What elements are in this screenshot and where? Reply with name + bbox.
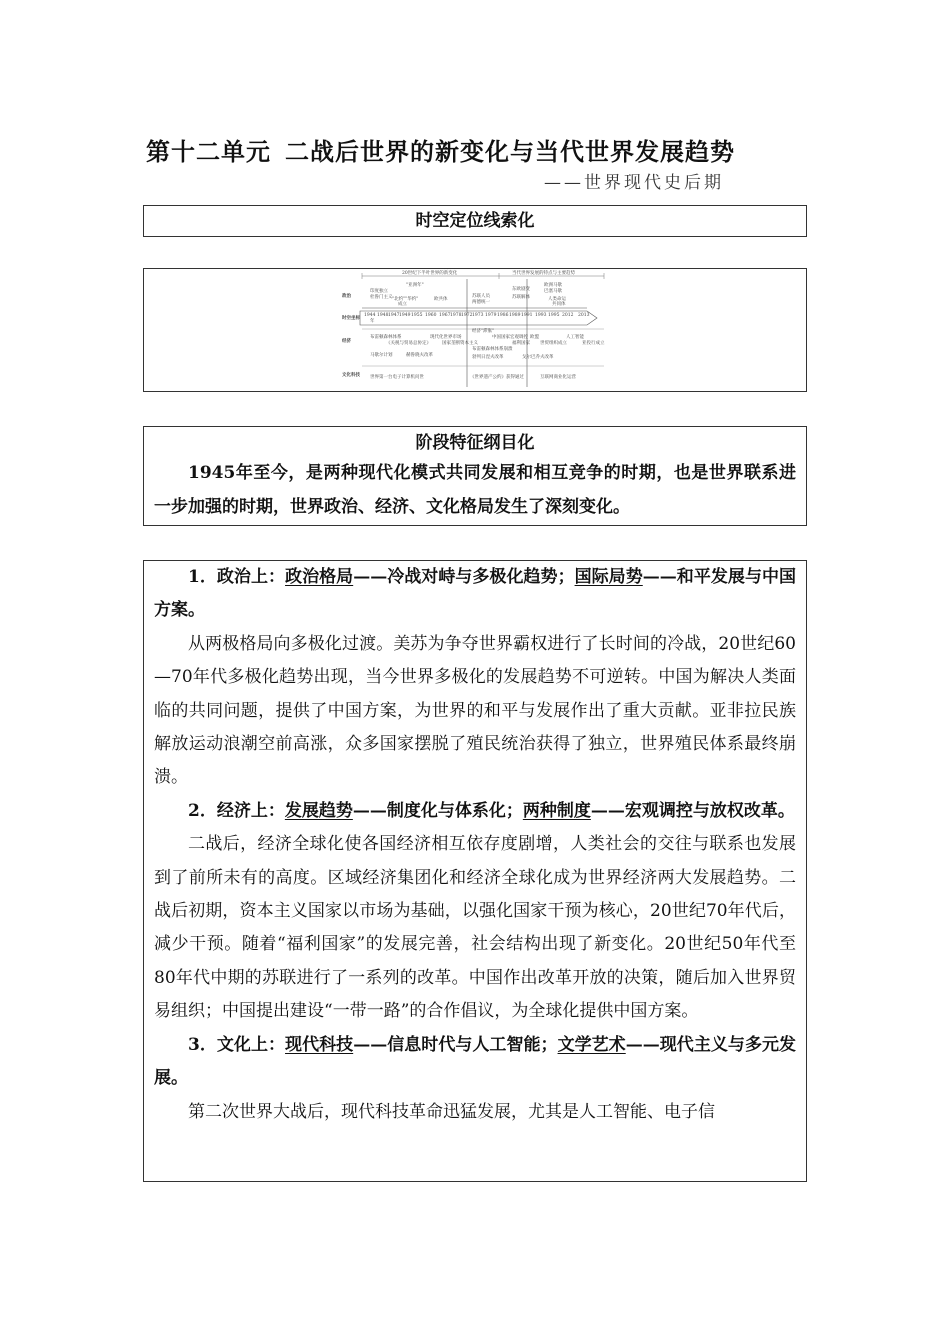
year-label: 1967 [439, 313, 451, 318]
econ-item: 人工智能 [566, 335, 584, 340]
section-number: 3．文化上： [188, 1034, 286, 1055]
year-label: 1960 [425, 313, 437, 318]
keyword: 两种制度 [522, 800, 591, 821]
keyword: 现代科技 [285, 1034, 354, 1055]
unit-title [146, 132, 735, 167]
keyword-desc: ——冷战对峙与多极化趋势； [353, 567, 575, 587]
econ-item: 欧盟 [530, 335, 539, 340]
paragraph-economy: 二战后，经济全球化使各国经济相互依存度剧增，人类社会的交往与联系也发展到了前所未有的高度。区域经济集团化和经济全球化成为世界经济两大发展趋势。二战后初期，资本主义国家以市场为基础，以强化国家干预为核心，20世纪70年代后，减少干预。随着“福利国家”的发展完善，社会结构出现了新变化。20世纪50年代至80年代中期的苏联进行了一系列的改革。中国作出改革开放的决策，随后加入世界贸易组织；中国提出建设“一带一路”的合作倡议，为全球化提供中国方案。 [154, 834, 796, 1022]
keyword-desc: ——和平发展与中国方案。 [154, 567, 797, 621]
section-heading-economy [144, 795, 806, 828]
pol-item: 成立 [398, 302, 407, 307]
keyword-desc: ——信息时代与人工智能； [353, 1034, 558, 1055]
year-label: 1995 [548, 313, 560, 318]
pol-item: 印度独立 [370, 289, 388, 294]
pol-item: 苏联人员 [472, 294, 490, 299]
features-text: 1945年至今，是两种现代化模式共同发展和相互竞争的时期，也是世界联系进一步加强的时期，世界政治、经济、文化格局发生了深刻变化。 [154, 463, 796, 517]
year-label: 1986 [497, 313, 509, 318]
section-heading-politics [144, 561, 806, 628]
timeline-diagram [342, 269, 610, 391]
year-label: 1949 [399, 313, 411, 318]
paragraph-politics: 从两极格局向多极化过渡。美苏为争夺世界霸权进行了长时间的冷战，20世纪60—70年代多极化趋势出现，当今世界多极化的发展趋势不可逆转。中国为解决人类面临的共同问题，提供了中国方案，为世界的和平与发展作出了重大贡献。亚非拉民族解放运动浪潮空前高涨，众多国家摆脱了殖民统治获得了独立，世界殖民体系最终崩溃。 [154, 633, 796, 788]
pol-item: 两德统一 [472, 300, 490, 305]
section-number: 1．政治上： [188, 567, 286, 587]
pol-item: 巴塞马歇 [544, 289, 562, 294]
pol-item: "亚洲年" [406, 283, 424, 288]
features-heading: 阶段特征纲目化 [415, 433, 535, 453]
year-label: 1955 [411, 313, 423, 318]
year-label: 1989 [509, 313, 521, 318]
econ-item: 《关税与贸易总协定》 [386, 341, 431, 346]
section-heading-culture [144, 1029, 806, 1096]
top-label-2: 当代世界发展的特点与主要趋势 [512, 271, 575, 276]
year-label: 1978 [450, 313, 462, 318]
year-suffix: 年 [370, 319, 375, 324]
row-label-time: 时空坐标 [342, 316, 360, 321]
econ-item: 布雷顿森林体系崩溃 [472, 347, 513, 352]
year-label: 1944 [364, 313, 376, 318]
row-label-culture: 文化科技 [342, 373, 360, 378]
row-label-economy: 经济 [342, 339, 351, 344]
pol-item: "北约""华约" [392, 297, 419, 302]
row-label-politics: 政治 [342, 294, 351, 299]
timeline-heading: 时空定位线索化 [415, 211, 535, 231]
keyword-desc: ——现代主义与多元发展。 [154, 1034, 797, 1089]
keyword: 国际局势 [574, 567, 643, 587]
top-label-1: 20世纪下半叶世界的新变化 [402, 271, 458, 276]
paragraph-culture: 第二次世界大战后，现代科技革命迅猛发展，尤其是人工智能、电子信 [188, 1101, 715, 1122]
pol-item: 共同体 [552, 302, 566, 307]
econ-item: 经济"滞胀" [472, 329, 495, 334]
features-box [143, 426, 807, 526]
pol-item: 杜鲁门主义 [370, 295, 393, 300]
keyword: 文学艺术 [557, 1034, 626, 1055]
pol-item: 东欧剧变 [512, 287, 530, 292]
culture-item: 《世界遗产公约》获得通过 [470, 375, 524, 380]
keyword-desc: ——制度化与体系化； [352, 800, 523, 821]
unit-number: 第十二单元 [146, 137, 271, 166]
year-label: 1948 [377, 313, 389, 318]
unit-title-text: 二战后世界的新变化与当代世界发展趋势 [285, 137, 735, 166]
econ-item: 中国国家宏观调控 [492, 335, 528, 340]
econ-item: 马歇尔计划 [370, 353, 393, 358]
pol-item: 欧共体 [434, 297, 448, 302]
keyword: 政治格局 [285, 567, 354, 587]
econ-item: 赫鲁晓夫改革 [406, 353, 433, 358]
unit-subtitle: ——世界现代史后期 [544, 173, 724, 193]
pol-item: 欧洲马歇 [544, 283, 562, 288]
econ-item: 亚投行成立 [582, 341, 605, 346]
culture-item: 互联网商业化运营 [540, 375, 576, 380]
econ-item: 国家垄断资本主义 [442, 341, 478, 346]
year-label: 1973 [472, 313, 484, 318]
year-label: 2013 [578, 313, 590, 318]
culture-item: 世界第一台电子计算机问世 [370, 375, 424, 380]
econ-item: 福利国家 [512, 341, 530, 346]
pol-item: 人类命运 [548, 297, 566, 302]
year-label: 2012 [562, 313, 574, 318]
year-label: 1991 [521, 313, 533, 318]
econ-item: 世贸组织成立 [540, 341, 567, 346]
econ-item: 现代化世界市场 [430, 335, 462, 340]
year-label: 1947 [388, 313, 400, 318]
keyword: 发展趋势 [284, 800, 353, 821]
content-box [143, 560, 807, 1182]
year-label: 1972 [461, 313, 473, 318]
econ-item: 布雷顿森林体系 [370, 335, 402, 340]
year-label: 1993 [535, 313, 547, 318]
section-number: 2．经济上： [188, 800, 285, 821]
keyword-desc: ——宏观调控与放权改革。 [590, 800, 795, 821]
year-label: 1979 [485, 313, 497, 318]
timeline-heading-box [143, 205, 807, 237]
econ-item: 勃列日涅夫改革 [472, 355, 504, 360]
pol-item: 苏联解体 [512, 295, 530, 300]
timeline-diagram-box [143, 268, 807, 392]
econ-item: 戈尔巴乔夫改革 [522, 355, 554, 360]
